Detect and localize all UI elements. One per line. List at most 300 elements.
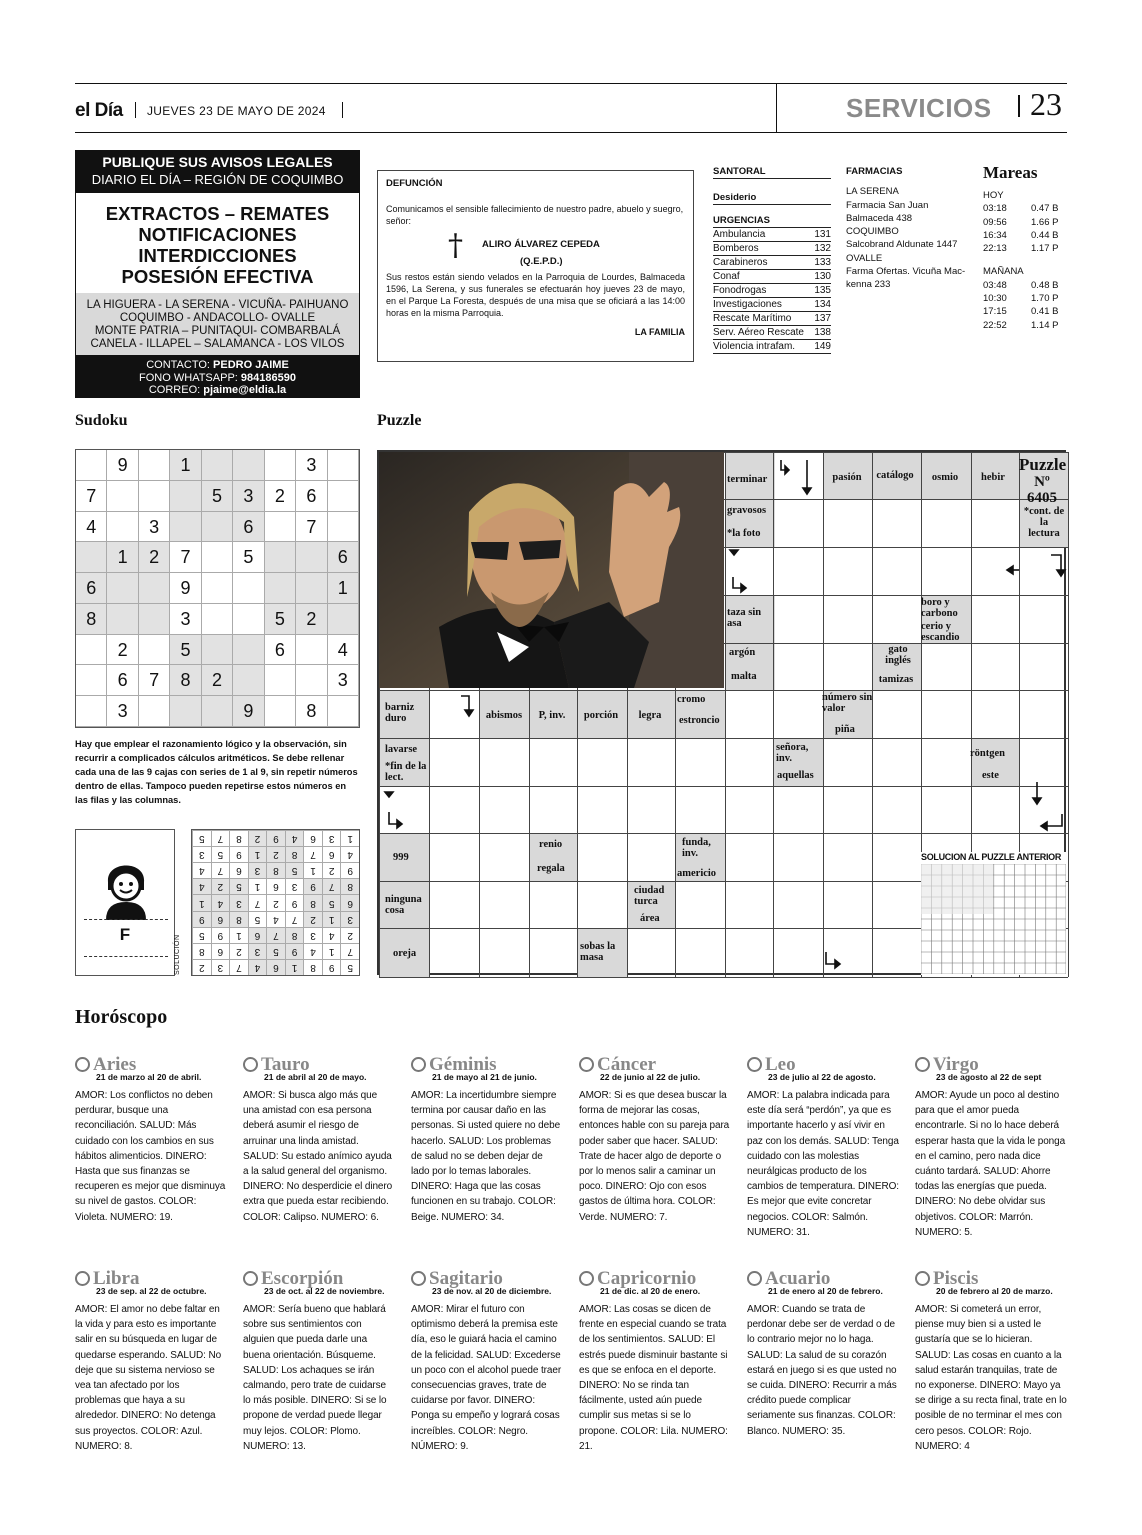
sudoku-cell[interactable]: 7 [296,512,327,543]
sudoku-cell[interactable] [265,573,296,604]
sign-text: AMOR: Ayude un poco al destino para que el amor pueda encontrarle. Si no lo hace deberá esperar hasta que la vida le ponga en el camino, pero nada dice cuánto tardará. SALUD: Ahorre todas las energías que pueda. DINERO: No debe olvidar sus objetivos. COLOR: Marrón. NUMERO: 5. [915,1090,1066,1238]
previous-solution-grid [921,864,1066,974]
page-number: 23 [1030,86,1062,122]
pharmacy-line: LA SERENA [846,186,899,198]
zodiac-icon [411,1271,426,1286]
solution-cell: 4 [322,927,341,943]
solution-cell: 2 [248,830,267,846]
grid-line [724,452,1068,453]
sudoku-cell[interactable] [139,573,170,604]
urgencia-item [713,340,831,354]
horoscope-sign [411,1268,563,1454]
sudoku-cell[interactable] [296,635,327,666]
zodiac-icon [915,1057,930,1072]
pharmacies [846,165,966,292]
solution-cell: 5 [266,943,285,959]
previous-solution-title: SOLUCION AL PUZZLE ANTERIOR [921,852,1062,862]
sudoku-heading: Sudoku [75,412,128,429]
solution-cell: 2 [266,846,285,862]
saint-of-day: Desiderio [713,191,831,205]
clue-cromo: cromo [677,694,706,705]
solution-cell: 5 [248,911,267,927]
tide-time: 10:30 [983,293,1007,305]
clue-fin-lectura: *fin de la lect. [385,761,427,783]
grid-line [379,977,1068,978]
sudoku-cell[interactable]: 4 [76,512,107,543]
sudoku-cell[interactable] [265,512,296,543]
grid-line [379,833,1068,834]
grid-line [724,547,1068,548]
sudoku-cell[interactable]: 7 [76,481,107,512]
solution-cell: 7 [248,894,267,910]
clue-ciudad-turca: ciudad turca [634,885,665,907]
tide-height: 1.66 P [1031,216,1059,228]
contact-email[interactable]: pjaime@eldia.la [203,384,287,396]
sudoku-cell[interactable]: 5 [202,481,233,512]
cross-icon: † [448,228,463,263]
tide-height: 0.48 B [1031,279,1059,291]
difficulty-level: F [119,925,131,944]
sudoku-cell[interactable]: 8 [76,604,107,635]
horoscope-sign [75,1268,227,1454]
tides [983,163,1068,332]
solution-cell: 4 [211,894,230,910]
solution-cell: 4 [248,959,267,975]
header-divider [342,102,343,118]
sudoku-cell[interactable] [107,573,138,604]
sudoku-cell[interactable] [265,665,296,696]
clue-catalogo: catálogo [876,470,914,481]
sign-dates: 23 de julio al 22 de agosto. [768,1072,876,1082]
solution-cell: 3 [285,878,304,894]
header-top-rule [75,83,1067,84]
clue-oreja: oreja [393,948,417,959]
urgencia-name: Fonodrogas [713,285,767,296]
deceased-name: ALIRO ÁLVAREZ CEPEDA [482,239,600,250]
clue-renio: renio [539,839,563,850]
sudoku-cell[interactable] [107,604,138,635]
solution-cell: 8 [229,911,248,927]
grid-line [577,688,578,977]
sudoku-cell[interactable] [202,450,233,481]
clue-gato-ingles: gato inglés [885,644,911,666]
solution-cell: 6 [266,878,285,894]
sudoku-cell[interactable]: 5 [170,635,201,666]
grid-line [724,595,1068,596]
urgencia-number[interactable]: 131 [814,229,831,240]
clue-hebir: hebir [981,472,1005,483]
sudoku-cell[interactable] [170,481,201,512]
sudoku-cell[interactable]: 7 [170,542,201,573]
solution-cell: 4 [192,862,211,878]
tide-height: 0.41 B [1031,306,1059,318]
header-bottom-rule [75,132,1067,133]
sudoku-cell[interactable]: 2 [107,635,138,666]
sign-name: Escorpión [261,1268,344,1289]
sudoku-cell[interactable]: 8 [296,696,327,727]
solution-cell: 5 [322,894,341,910]
urgencia-number[interactable]: 138 [814,327,831,338]
urgencia-number[interactable]: 134 [814,299,831,310]
sudoku-cell[interactable]: 3 [328,665,359,696]
obituary-notice [377,170,694,362]
clue-cerio-escandio: cerio y escandio [921,621,960,643]
obituary-heading: DEFUNCIÓN [386,178,443,189]
solution-cell: 8 [303,894,322,910]
sign-text: AMOR: Si cometerá un error, piense muy bien si a usted le gustaría que se lo hicieran. SALUD: Las cosas en cuanto a la salud estarán tranquilas, trate de no exponerse. DINERO: Mayo ya se dirige a su recta final, trate en lo posible de no terminar el mes con cero pesos. COLOR: Rojo. NUMERO: 4 [915,1304,1067,1452]
tide-time: 16:34 [983,229,1007,241]
sign-name: Virgo [933,1054,979,1075]
clue-sobas-la-masa: sobas la masa [580,941,616,963]
zodiac-icon [579,1271,594,1286]
sign-dates: 23 de oct. al 22 de noviembre. [264,1286,385,1296]
sudoku-cell[interactable] [202,604,233,635]
sudoku-cell[interactable]: 9 [233,696,264,727]
sudoku-cell[interactable] [233,573,264,604]
tide-row [983,292,1068,305]
sudoku-cell[interactable] [233,635,264,666]
sudoku-cell[interactable] [265,450,296,481]
horoscope-sign [915,1054,1067,1240]
tide-time: 22:52 [983,319,1007,331]
clue-senora-inv: señora, inv. [776,742,809,764]
grid-line [773,452,774,977]
urgencia-name: Conaf [713,271,740,282]
sign-dates: 21 de mayo al 21 de junio. [432,1072,537,1082]
zodiac-icon [915,1271,930,1286]
ad-services [76,193,359,293]
solution-cell: 1 [229,927,248,943]
solution-cell: 9 [266,830,285,846]
sign-name: Piscis [933,1268,979,1289]
solution-cell: 6 [211,943,230,959]
sudoku-cell[interactable]: 4 [328,635,359,666]
sudoku-cell[interactable]: 6 [233,512,264,543]
sudoku-cell[interactable] [76,696,107,727]
solution-cell: 4 [340,846,359,862]
grid-line [675,688,676,977]
sign-text: AMOR: Sería bueno que hablará sobre sus sentimientos con alguien que pueda darle una buena orientación. Búsqueme. SALUD: Los achaques se irán calmando, pero trate de cuidarse lo más posible. DINERO: Si se lo propone de verdad puede llegar muy lejos. COLOR: Plomo. NUMERO: 13. [243,1304,387,1452]
urgencias-items [713,228,831,354]
sudoku-cell[interactable]: 3 [296,450,327,481]
zodiac-icon [243,1271,258,1286]
solution-cell: 2 [229,943,248,959]
clue-estroncio: estroncio [679,715,720,726]
grid-line [379,738,1068,739]
face-icon [96,852,156,922]
urgencia-item [713,256,831,270]
solution-cell: 6 [303,830,322,846]
sudoku-cell[interactable] [265,542,296,573]
urgencia-number[interactable]: 130 [814,271,831,282]
solution-cell: 5 [192,830,211,846]
sudoku-cell[interactable] [328,604,359,635]
urgencia-name: Carabineros [713,257,768,268]
zodiac-icon [747,1057,762,1072]
urgencia-item [713,270,831,284]
solution-cell: 9 [285,943,304,959]
clue-tamizas: tamizas [878,674,914,685]
sudoku-cell[interactable] [328,450,359,481]
solution-cell: 5 [285,862,304,878]
sudoku-grid[interactable] [75,449,360,728]
sudoku-cell[interactable]: 6 [328,542,359,573]
urgencia-name: Ambulancia [713,229,766,240]
level-line [84,919,168,920]
sudoku-cell[interactable] [328,696,359,727]
clue-terminar: terminar [727,474,768,485]
sudoku-cell[interactable]: 6 [107,665,138,696]
sudoku-cell[interactable] [233,665,264,696]
grid-line [725,452,726,977]
sudoku-cell[interactable]: 6 [296,481,327,512]
sign-name: Sagitario [429,1268,503,1289]
urgencia-item [713,228,831,242]
tide-row [983,202,1068,215]
sudoku-cell[interactable] [76,450,107,481]
urgencia-item [713,298,831,312]
level-line [84,956,168,957]
mail-label: CORREO: [148,384,201,396]
contact-phone[interactable]: 984186590 [240,371,296,384]
solution-cell: 3 [340,911,359,927]
newspaper-logo: el Día [75,100,123,121]
sudoku-cell[interactable] [296,573,327,604]
tide-row [983,242,1068,255]
sudoku-cell[interactable]: 8 [170,665,201,696]
solution-cell: 5 [340,959,359,975]
horoscope-sign [747,1268,899,1439]
solution-cell: 4 [192,878,211,894]
solution-cell: 7 [322,878,341,894]
pharmacy-line: kenna 233 [846,279,891,291]
clue-rontgen: röntgen [970,748,1005,759]
sudoku-cell[interactable]: 6 [76,573,107,604]
clue-argon: argón [729,647,756,658]
zodiac-icon [75,1057,90,1072]
urgencia-number[interactable]: 135 [814,285,831,296]
sign-text: AMOR: La palabra indicada para este día será “perdón”, ya que es importante hacerlo y así vivir en paz con los demás. SALUD: Tenga cuidado con las molestias neurálgicas producto de los cambios de temperatura. DINERO: Es mejor que evite concretar negocios. COLOR: Salmón. NUMERO: 31. [747,1090,899,1238]
solution-cell: 3 [248,943,267,959]
sudoku-cell[interactable] [202,635,233,666]
header-divider [1018,95,1020,117]
clue-taza-sin-asa: taza sin asa [727,607,762,629]
solution-cell: 8 [192,943,211,959]
clue-p-inv: P, inv. [538,710,566,721]
ad-service-line: POSESIÓN EFECTIVA [121,266,314,287]
solution-cell: 1 [322,943,341,959]
solution-cell: 9 [285,894,304,910]
tide-row [983,229,1068,242]
sudoku-cell[interactable]: 5 [265,604,296,635]
sudoku-cell[interactable]: 1 [328,573,359,604]
solution-cell: 6 [229,862,248,878]
sudoku-cell[interactable] [139,604,170,635]
clue-999: 999 [393,852,409,863]
solution-cell: 9 [229,846,248,862]
sudoku-cell[interactable] [202,542,233,573]
solution-cell: 2 [303,911,322,927]
solution-cell: 9 [340,862,359,878]
horoscope-sign [243,1268,395,1454]
solution-cell: 7 [229,959,248,975]
sudoku-cell[interactable] [265,696,296,727]
sign-dates: 21 de marzo al 20 de abril. [96,1072,202,1082]
sign-name: Tauro [261,1054,310,1075]
sign-text: AMOR: Mirar el futuro con optimismo deberá la premisa este día, eso le guiará hacia el camino de la felicidad. SALUD: Excederse un poco con el alcohol puede traer consecuencias graves, trate de cuidarse por favor. DINERO: Ponga su empeño y logrará cosas increíbles. COLOR: Negro. NÚMERO: 9. [411,1304,562,1452]
tide-row [983,216,1068,229]
sudoku-cell[interactable]: 6 [265,635,296,666]
grid-line [529,688,530,977]
sign-name: Libra [93,1268,140,1289]
sudoku-cell[interactable]: 1 [170,450,201,481]
horoscope-heading: Horóscopo [75,1006,168,1028]
sign-dates: 22 de junio al 22 de julio. [600,1072,701,1082]
sudoku-cell[interactable]: 9 [170,573,201,604]
ad-city-line: COQUIMBO - ANDACOLLO- OVALLE [119,312,316,324]
solution-cell: 1 [303,862,322,878]
horoscope-sign [747,1054,899,1240]
urgencia-name: Bomberos [713,243,759,254]
solution-cell: 6 [266,959,285,975]
solution-cell: 3 [303,927,322,943]
sudoku-cell[interactable] [76,665,107,696]
horoscope-sign [915,1268,1067,1454]
sudoku-cell[interactable]: 2 [139,542,170,573]
solution-cell: 8 [285,846,304,862]
pharmacy-line: COQUIMBO [846,226,899,238]
sudoku-cell[interactable] [202,512,233,543]
sign-text: AMOR: Cuando se trata de perdonar debe ser de verdad o de lo contrario mejor no lo haga. SALUD: La salud de su corazón estará en juego si es que usted no se cuida. DINERO: Recurrir a más crédito puede complicar seriamente sus finanzas. COLOR: Blanco. NUMERO: 35. [747,1304,897,1437]
solution-cell: 4 [303,943,322,959]
solution-cell: 7 [285,911,304,927]
solution-cell: 8 [303,959,322,975]
tide-row [983,279,1068,292]
ad-service-line: EXTRACTOS – REMATES [105,203,330,224]
tide-row [983,305,1068,318]
solution-cell: 6 [340,894,359,910]
sudoku-cell[interactable]: 9 [107,450,138,481]
header-divider [135,102,136,118]
urgencias-heading: URGENCIAS [713,214,831,228]
solution-cell: 3 [229,894,248,910]
sign-dates: 23 de nov. al 20 de diciembre. [432,1286,552,1296]
urgencia-number[interactable]: 132 [814,243,831,254]
sudoku-cell[interactable] [202,696,233,727]
sudoku-cell[interactable]: 1 [107,542,138,573]
sudoku-cell[interactable]: 3 [170,604,201,635]
sign-text: AMOR: Los conflictos no deben perdurar, busque una reconciliación. SALUD: Más cuidado con los cambios en sus hábitos alimenticios. DINERO: Hasta que sus finanzas se recuperen es mejor que disminuya su nivel de gastos. COLOR: Violeta. NUMERO: 19. [75,1090,226,1223]
sudoku-cell[interactable] [328,481,359,512]
sudoku-cell[interactable] [233,450,264,481]
tide-time: 17:15 [983,306,1007,318]
clue-pasion: pasión [832,472,862,483]
sudoku-cell[interactable] [139,481,170,512]
tide-time: 09:56 [983,216,1007,228]
sudoku-cell[interactable] [233,604,264,635]
urgencia-number[interactable]: 133 [814,257,831,268]
solution-cell: 9 [322,959,341,975]
sudoku-cell[interactable] [76,542,107,573]
sudoku-cell[interactable] [139,635,170,666]
sudoku-cell[interactable] [107,512,138,543]
sign-name: Acuario [765,1268,831,1289]
puzzle-number: Nº 6405 [1027,474,1057,506]
solution-cell: 5 [211,846,230,862]
sudoku-cell[interactable] [139,696,170,727]
sudoku-cell[interactable]: 3 [233,481,264,512]
contact-name: PEDRO JAIME [213,359,289,371]
solution-cell: 7 [211,830,230,846]
sudoku-cell[interactable] [139,450,170,481]
urgencia-name: Violencia intrafam. [713,341,796,352]
urgencia-name: Investigaciones [713,299,782,310]
pharmacy-line: Balmaceda 438 [846,212,913,224]
clue-barniz-duro: barniz duro [385,702,415,724]
grid-line [823,452,824,977]
zodiac-icon [747,1271,762,1286]
tide-height: 0.47 B [1031,203,1059,215]
clue-regala: regala [537,863,565,874]
sudoku-cell[interactable] [296,665,327,696]
sudoku-cell[interactable]: 7 [139,665,170,696]
solution-cell: 1 [192,894,211,910]
sudoku-cell[interactable]: 3 [139,512,170,543]
clue-aquellas: aquellas [777,770,814,781]
clue-americio: americio [677,868,717,879]
grid-line [872,452,873,977]
sudoku-cell[interactable] [328,512,359,543]
crossword-puzzle[interactable] [377,450,1066,975]
sign-name: Cáncer [597,1054,657,1075]
urgencia-number[interactable]: 149 [814,341,831,352]
sudoku-cell[interactable] [202,573,233,604]
sudoku-cell[interactable]: 2 [202,665,233,696]
sudoku-cell[interactable] [296,542,327,573]
clue-area: área [640,913,660,924]
sudoku-cell[interactable] [170,696,201,727]
sign-name: Géminis [429,1054,497,1075]
sudoku-cell[interactable]: 2 [265,481,296,512]
header-date: JUEVES 23 DE MAYO DE 2024 [147,104,326,118]
sudoku-cell[interactable] [76,635,107,666]
tide-height: 1.70 P [1031,293,1059,305]
sign-name: Aries [93,1054,137,1075]
ad-subtitle: DIARIO EL DÍA – REGIÓN DE COQUIMBO [91,172,344,187]
solution-cell: 7 [340,943,359,959]
puzzle-number-title: Puzzle [1019,455,1067,474]
celebrity-photo [379,452,724,688]
obituary-intro: Comunicamos el sensible fallecimiento de nuestro padre, abuelo y suegro, señor: [386,204,684,226]
sudoku-cell[interactable] [170,512,201,543]
solution-cell: 2 [211,878,230,894]
clue-ninguna-cosa: ninguna cosa [385,894,422,916]
solution-cell: 7 [211,862,230,878]
header-divider [776,83,777,133]
solution-cell: 3 [248,862,267,878]
sudoku-cell[interactable]: 2 [296,604,327,635]
sudoku-cell[interactable]: 3 [107,696,138,727]
tide-height: 0.44 B [1031,229,1059,241]
solution-cell: 7 [303,846,322,862]
urgencia-number[interactable]: 137 [814,313,831,324]
obituary-body: Sus restos están siendo velados en la Parroquia de Lourdes, Balmaceda 1596, La Serena, y sus funerales se efectuarán hoy jueves 23 de mayo, en el Parque La Foresta, después de una misa que se oficiará a las 14:00 horas en la misma Parroquia. [386,272,685,318]
grid-line [379,786,1068,787]
urgencia-item [713,326,831,340]
sudoku-cell[interactable]: 5 [233,542,264,573]
section-title: SERVICIOS [846,93,992,123]
sudoku-cell[interactable] [107,481,138,512]
